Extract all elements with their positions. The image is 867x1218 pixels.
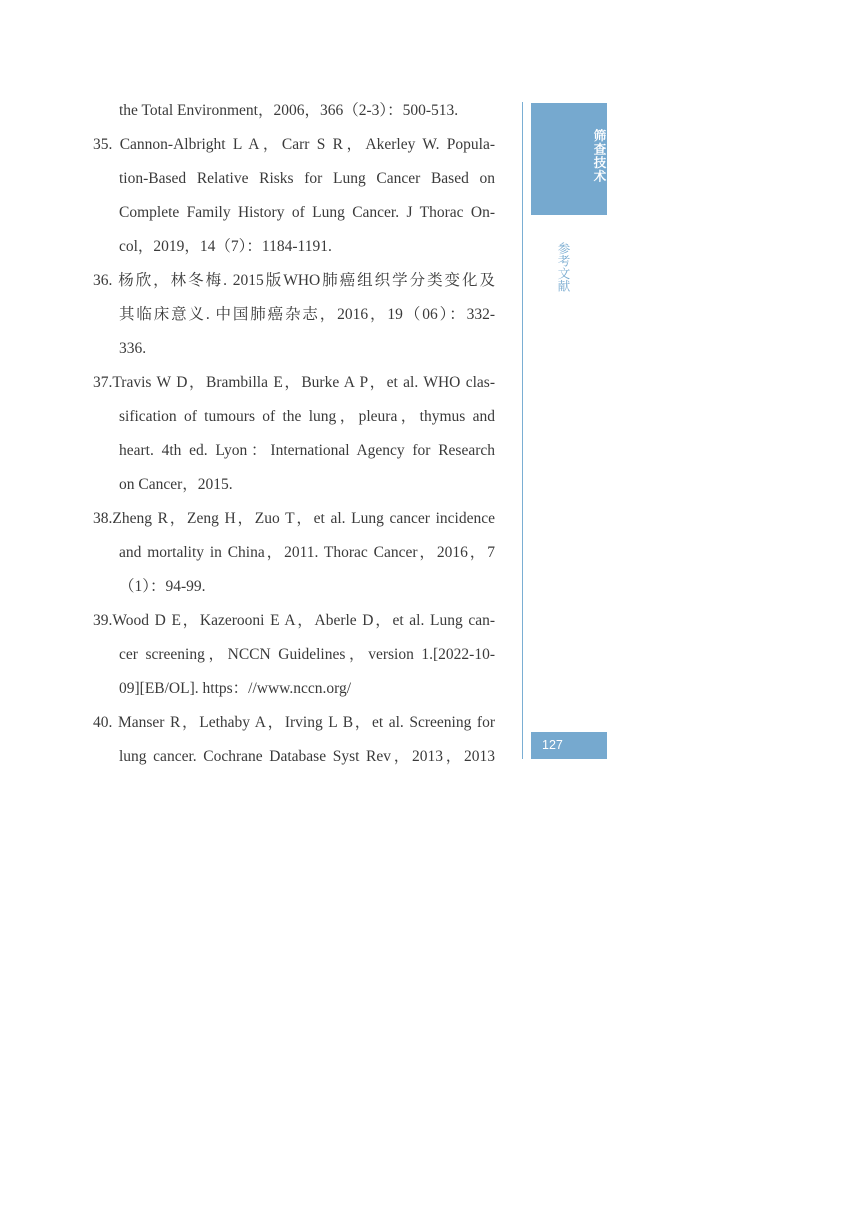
reference-list <box>93 94 495 774</box>
reference-line: 37.Travis W D，Brambilla E，Burke A P，et al. WHO clas- <box>93 374 495 391</box>
reference-line: 36. 杨欣，林冬梅. 2015版WHO肺癌组织学分类变化及 <box>93 272 495 289</box>
reference-line: col，2019，14（7）：1184-1191. <box>119 238 332 255</box>
section-caption-text: 参考文献 <box>556 242 571 292</box>
section-tab <box>531 103 607 215</box>
reference-line: the Total Environment，2006，366（2-3）：500-513. <box>119 102 459 119</box>
reference-line: 其临床意义. 中国肺癌杂志，2016，19（06）：332- <box>119 306 495 323</box>
reference-line: 09][EB/OL]. https：//www.nccn.org/ <box>119 680 352 697</box>
reference-line: sification of tumours of the lung，pleura，thymus and <box>119 408 495 425</box>
reference-line: and mortality in China，2011. Thorac Cancer，2016，7 <box>119 544 495 561</box>
reference-line: cer screening，NCCN Guidelines，version 1.[2022-10- <box>119 646 495 663</box>
reference-line: 40. Manser R，Lethaby A，Irving L B，et al. Screening for <box>93 714 495 731</box>
page-number-badge <box>531 732 607 759</box>
reference-line: 336. <box>119 340 147 357</box>
reference-line: tion-Based Relative Risks for Lung Cancer Based on <box>119 170 495 187</box>
page-number: 127 <box>542 738 563 752</box>
reference-line: heart. 4th ed. Lyon：International Agency for Research <box>119 442 495 459</box>
section-tab-text: 筛查技术 <box>592 129 607 183</box>
reference-line: 38.Zheng R，Zeng H，Zuo T，et al. Lung cancer incidence <box>93 510 495 527</box>
reference-line: （1）：94-99. <box>119 578 206 595</box>
reference-line: 39.Wood D E，Kazerooni E A，Aberle D，et al. Lung can- <box>93 612 495 629</box>
reference-line: on Cancer，2015. <box>119 476 233 493</box>
reference-line: Complete Family History of Lung Cancer. J Thorac On- <box>119 204 495 221</box>
section-caption <box>531 242 596 292</box>
section-tab-label <box>531 129 607 183</box>
margin-divider <box>522 102 523 759</box>
reference-line: lung cancer. Cochrane Database Syst Rev，2013，2013 <box>119 748 495 765</box>
reference-line: 35. Cannon-Albright L A，Carr S R，Akerley W. Popula- <box>93 136 495 153</box>
